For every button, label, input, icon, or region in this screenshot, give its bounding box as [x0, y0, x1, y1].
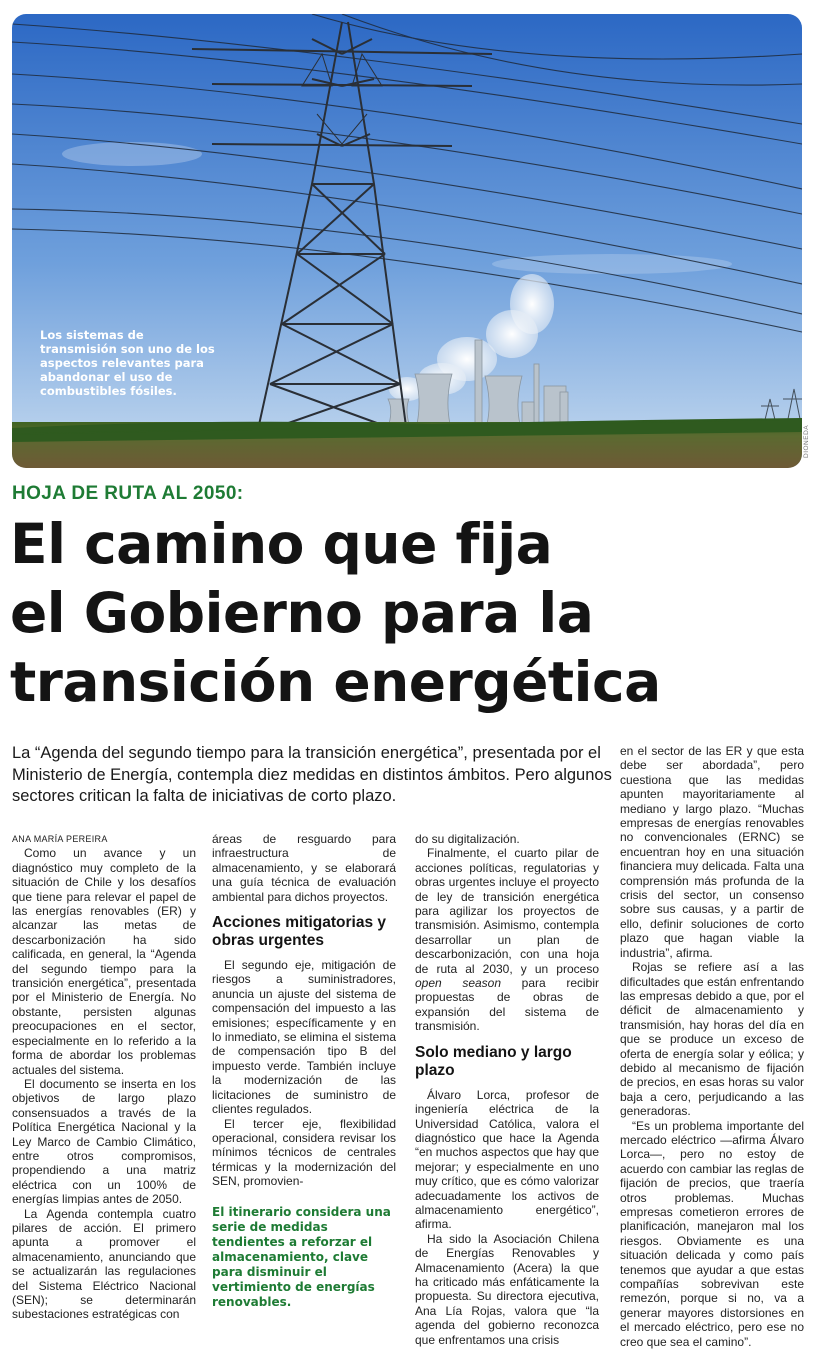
pull-quote: El itinerario considera una serie de medidas tendientes a reforzar el almacenamiento, clave para disminuir el vertimiento de energías renovables.	[212, 1204, 391, 1309]
paragraph: El tercer eje, flexibilidad operacional, considera revisar los mínimos técnicos de centrales térmicas y la modernización del SEN, promovien-	[212, 1116, 396, 1189]
power-pylon-photo	[12, 14, 802, 468]
lead-paragraph: La “Agenda del segundo tiempo para la transición energética”, presentada por el Ministerio de Energía, contempla diez medidas en distintos ámbitos. Pero algunos sectores critican la falta de iniciativas de corto plazo.	[12, 744, 612, 805]
text: Finalmente, el cuarto pilar de acciones políticas, regulatorias y obras urgentes incluye el proyecto de ley de transición energética para agilizar los proyectos de transmisión. Asimismo, contempla desarrollar un plan de descarbonización, con una hoja de ruta al 2030, y un proceso	[415, 846, 599, 976]
paragraph: áreas de resguardo para infraestructura de almacenamiento, y se elaborará una guía técnica de evaluación ambiental para dichos proyectos.	[212, 832, 396, 904]
headline-line-2: el Gobierno para la	[10, 581, 594, 645]
paragraph: Ha sido la Asociación Chilena de Energías Renovables y Almacenamiento (Acera) la que ha criticado más enfáticamente la propuesta. Su directora ejecutiva, Ana Lía Rojas, valora que “la agenda del gobierno reconozca que enfrentamos una crisis	[415, 1231, 599, 1347]
paragraph	[415, 846, 599, 1033]
paragraph: Álvaro Lorca, profesor de ingeniería eléctrica de la Universidad Católica, valora el diagnóstico que hace la Agenda “en muchos aspectos que hay que mejorar; y especialmente en uno muy crítico, que es cómo valorizar adecuadamente los activos de almacenamiento energético”, afirma.	[415, 1087, 599, 1232]
photo-credit: DIONEDA	[803, 424, 810, 458]
paragraph: en el sector de las ER y que esta debe ser abordada”, pero cuestiona que las medidas apunten mayoritariamente al mediano y largo plazo. “Muchas empresas de energías renovables no convencionales (ERNC) se encuentran hoy en una situación financiera muy delicada. Falta una comprensión más profunda de la crisis del sector, un consenso sobre sus causas, y a partir de ello, definir soluciones de corto plazo que hagan viable la industria”, afirma.	[620, 744, 804, 960]
paragraph: Como un avance y un diagnóstico muy completo de la situación de Chile y los desafíos que tiene para relevar el papel de las energías renovables (ER) y alcanzar las metas de descarbonización ha sido calificada, en general, la “Agenda del segundo tiempo para la transición energética”, presentada por el Ministerio de Energía. No obstante, persisten algunas preocupaciones en el sector, especialmente en lo referido a la forma de abordar los problemas actuales del sistema.	[12, 846, 196, 1077]
paragraph: El documento se inserta en los objetivos de largo plazo consensuados a través de la Política Energética Nacional y la Ley Marco de Cambio Climático, entre otros compromisos, propendiendo a una matriz eléctrica con un 100% de energías limpias antes de 2050.	[12, 1076, 196, 1207]
paragraph: “Es un problema importante del mercado eléctrico —afirma Álvaro Lorca—, pero no estoy de acuerdo con cambiar las reglas de fijación de precios, que traería otros problemas. Muchas empresas cometieron errores de planificación, manejaron mal los riesgos. Obviamente es una situación delicada y como país tenemos que ayudar a que estas compañías sobrevivan este remezón, porque si no, va a generar mayores distorsiones en el mercado eléctrico, pero ese no creo que sea el camino”.	[620, 1118, 804, 1349]
column-3	[415, 832, 599, 1347]
column-4	[620, 744, 804, 1349]
headline-line-1: El camino que fija	[10, 512, 553, 576]
text: para recibir propuestas de obras de expansión del sistema de transmisión.	[415, 976, 599, 1034]
subhead-mediano-largo-plazo: Solo mediano y largo plazo	[415, 1043, 572, 1079]
paragraph: Rojas se refiere así a las dificultades que están enfrentando las empresas debido a que, por el déficit de almacenamiento y transmisión, hay horas del día en que se produce un exceso de oferta de energía solar y eólica; y debido al mecanismo de fijación de precios, en esas horas su valor baja a cero, perjudicando a las generadoras.	[620, 960, 804, 1119]
photo-caption: Los sistemas de transmisión son uno de los aspectos relevantes para abandonar el uso de combustibles fósiles.	[40, 328, 215, 398]
hero-photo	[12, 14, 802, 468]
byline: ANA MARÍA PEREIRA	[12, 834, 108, 844]
emphasis: open season	[415, 976, 502, 991]
column-2	[212, 832, 396, 1310]
headline-line-3: transición energética	[10, 650, 661, 714]
column-1	[12, 832, 196, 1322]
paragraph: La Agenda contempla cuatro pilares de acción. El primero apunta a promover el almacenamiento, anunciando que se actualizarán las regulaciones del Sistema Eléctrico Nacional (SEN); se determinarán subestaciones estratégicas con	[12, 1206, 196, 1322]
headline	[10, 510, 810, 717]
subhead-acciones: Acciones mitigatorias y obras urgentes	[212, 914, 387, 950]
paragraph: do su digitalización.	[415, 832, 520, 846]
kicker: HOJA DE RUTA AL 2050:	[12, 483, 244, 504]
paragraph: El segundo eje, mitigación de riesgos a suministradores, anuncia un ajuste del sistema de compensación del impuesto a las emisiones; específicamente y en lo inmediato, se elimina el sistema de compensación tipo B del impuesto verde. También incluye la modernización de las licitaciones de suministro de clientes regulados.	[212, 958, 396, 1117]
